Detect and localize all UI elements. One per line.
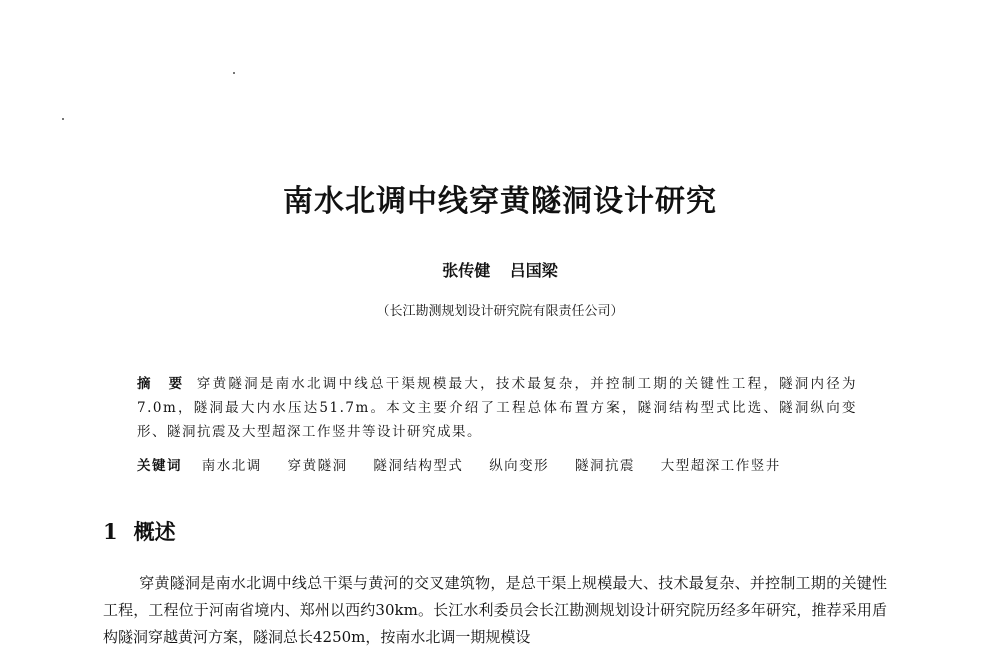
keywords-label: 关键词 <box>137 458 182 474</box>
section-number: 1 <box>103 519 118 544</box>
keyword: 纵向变形 <box>489 458 550 474</box>
keyword: 南水北调 <box>201 458 262 474</box>
author-list <box>0 258 1000 281</box>
abstract-label: 摘 要 <box>137 376 189 392</box>
author-name: 张传健 <box>442 261 491 280</box>
keyword: 隧洞结构型式 <box>373 458 464 474</box>
paper-title: 南水北调中线穿黄隧洞设计研究 <box>283 184 717 219</box>
abstract <box>137 372 857 444</box>
body-paragraph <box>103 570 887 651</box>
paragraph-text: 穿黄隧洞是南水北调中线总干渠与黄河的交叉建筑物，是总干渠上规模最大、技术最复杂、并控制工期的关键性工程，工程位于河南省境内、郑州以西约30km。长江水利委员会长江勘测规划设计研究院历经多年研究，推荐采用盾构隧洞穿越黄河方案，隧洞总长4250m，按南水北调一期规模设 <box>103 574 887 646</box>
abstract-text: 穿黄隧洞是南水北调中线总干渠规模最大，技术最复杂，并控制工期的关键性工程，隧洞内径为7.0m，隧洞最大内水压达51.7m。本文主要介绍了工程总体布置方案，隧洞结构型式比选、隧洞纵向变形、隧洞抗震及大型超深工作竖井等设计研究成果。 <box>137 376 857 440</box>
author-name: 吕国梁 <box>509 261 558 280</box>
section-heading <box>103 516 176 546</box>
affiliation: （长江勘测规划设计研究院有限责任公司） <box>376 304 624 319</box>
keyword: 穿黄隧洞 <box>287 458 348 474</box>
scan-speck <box>233 72 235 74</box>
keywords <box>137 455 857 477</box>
scan-speck <box>62 118 64 120</box>
keyword: 大型超深工作竖井 <box>660 458 781 474</box>
section-title: 概述 <box>133 520 176 544</box>
keyword: 隧洞抗震 <box>574 458 635 474</box>
